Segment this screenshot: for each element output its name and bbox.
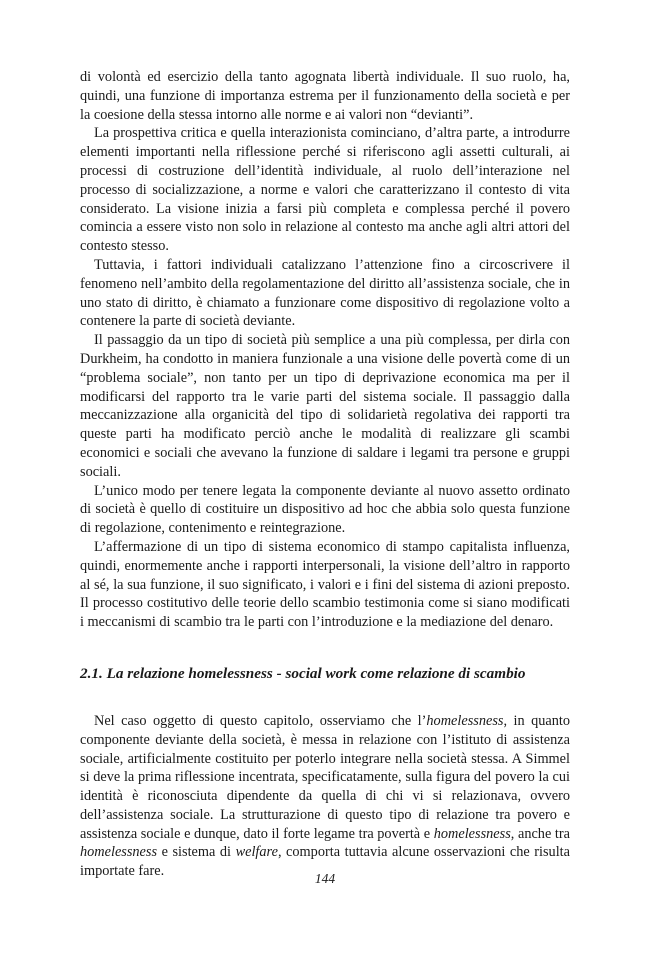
page-number: 144 [314, 871, 336, 886]
paragraph-7-italic-1: homelessness [426, 712, 504, 729]
paragraph-3: Tuttavia, i fattori individuali catalizzano l’attenzione fino a circoscrivere il fenomeno nell’ambito della regolamentazione del diritto all’assistenza sociale, che in uno stato di diritto, è chiamato a funzionare come dispositivo di regolazione volto a contenere la parte di società deviante. [80, 256, 570, 330]
paragraph-5: L’unico modo per tenere legata la componente deviante al nuovo assetto ordinato di società è quello di costituire un dispositivo ad hoc che abbia solo questa funzione di regolazione, contenimento e reintegrazione. [80, 482, 570, 537]
paragraph-1: di volontà ed esercizio della tanto agognata libertà individuale. Il suo ruolo, ha, quindi, una funzione di importanza estrema per il funzionamento della società e per la coesione della stessa intorno alle norme e ai valori non “devianti”. [80, 69, 570, 123]
paragraph-4: Il passaggio da un tipo di società più semplice a una più complessa, per dirla con Durkheim, ha condotto in maniera funzionale a una visione delle povertà come di un “problema sociale”, non tanto per un tipo di deprivazione economica ma per il modificarsi del rapporto tra le varie parti del sistema sociale. Il passaggio dalla meccanizzazione alla organicità del tipo di solidarietà regolativa dei rapporti tra queste parti ha modificato perciò anche le modalità di realizzare gli scambi economici e sociali che avevano la funzione di saldare i legami tra persone e gruppi sociali. [80, 332, 570, 480]
paragraph-7-text-3: , anche tra [510, 825, 570, 842]
paragraph-7-italic-3: homelessness [80, 844, 158, 861]
paragraph-7-text-2: , in quanto componente deviante della società, è messa in relazione con l’istituto di assistenza sociale, artificialmente costituito per poterlo integrare nella società stessa. A Simmel si deve la prima riflessione incentrata, specificatamente, sulla figura del povero la cui identità è riconosciuta dipendente da quella di chi vi si relazionava, ovvero dell’assistenza sociale. La strutturazione di questo tipo di relazione tra povero e assistenza sociale e dunque, dato il forte legame tra povertà e [80, 712, 570, 842]
page-body [80, 68, 570, 881]
paragraph-6: L’affermazione di un tipo di sistema economico di stampo capitalista influenza, quindi, enormemente anche i rapporti interpersonali, la visione dell’altro in rapporto al sé, la sua funzione, il suo significato, i valori e i fini del sistema di azioni preposto. Il processo costitutivo delle teorie dello scambio testimonia come si siano modificati i meccanismi di scambio tra le parti con l’introduzione e la mediazione del denaro. [80, 538, 570, 631]
paragraph-7-text-4: e sistema di [157, 844, 236, 861]
paragraph-7-italic-4: welfare [235, 844, 278, 861]
paragraph-7 [80, 712, 570, 881]
paragraph-7-text-5: , comporta tuttavia alcune osservazioni che risulta importate fare. [80, 844, 570, 880]
paragraph-7-italic-2: homelessness [433, 825, 511, 842]
paragraph-2: La prospettiva critica e quella interazionista cominciano, d’altra parte, a introdurre elementi importanti nella riflessione perché si riferiscono agli assetti culturali, ai processi di costruzione dell’identità individuale, al ruolo dell’interazione nel processo di socializzazione, a norme e valori che caratterizzano il contesto di vita considerato. La visione inizia a farsi più completa e complessa perché il povero comincia a essere visto non solo in relazione al contesto ma anche agli altri attori del contesto stesso. [80, 125, 570, 255]
paragraph-7-text-1: Nel caso oggetto di questo capitolo, osserviamo che l’ [94, 712, 427, 729]
section-heading: 2.1. La relazione homelessness - social work come relazione di scambio [80, 664, 526, 682]
